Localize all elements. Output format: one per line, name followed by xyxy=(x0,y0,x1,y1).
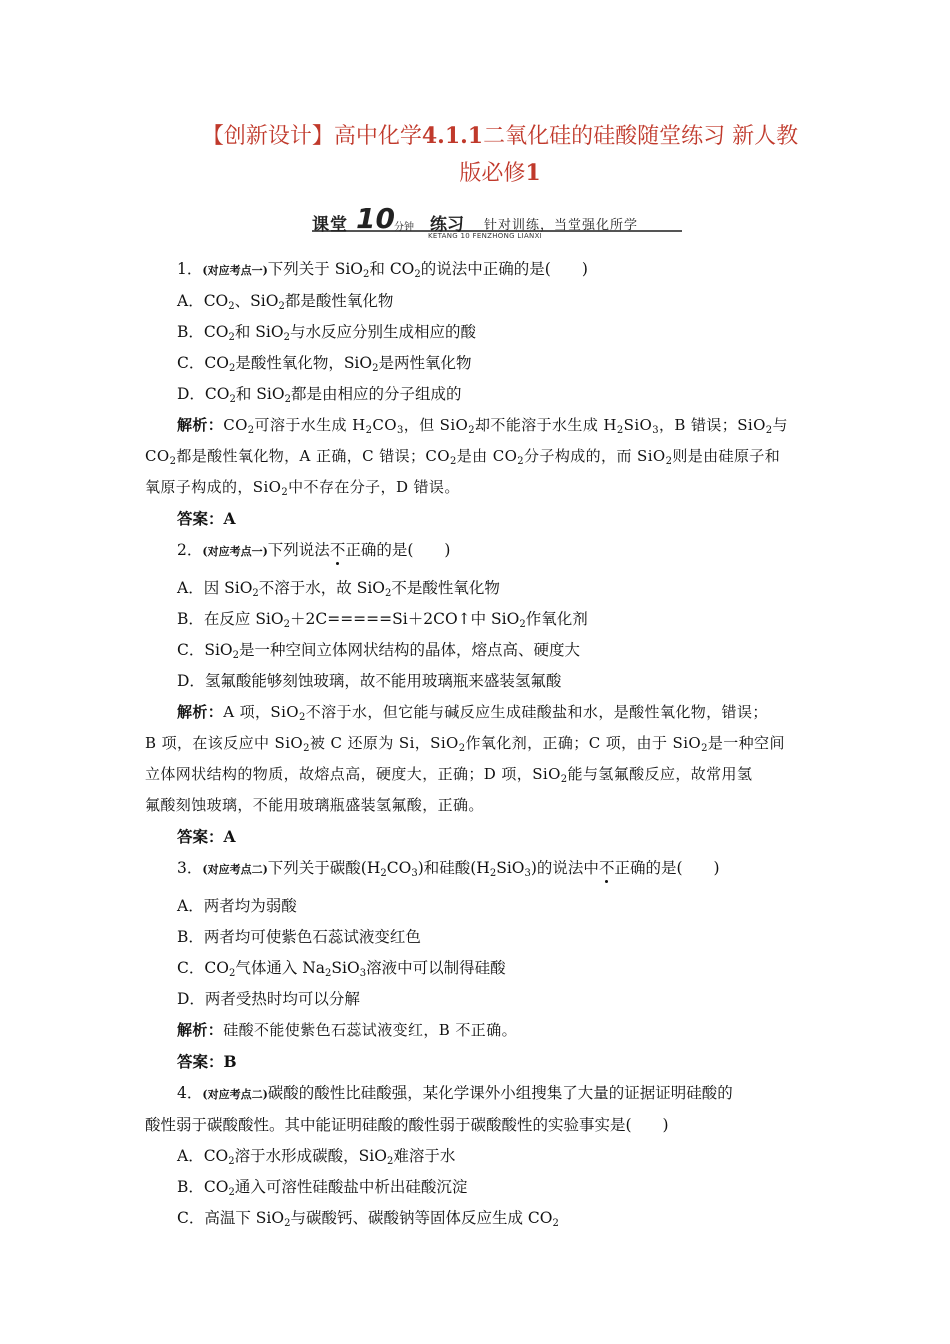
text-fragment: 则是由硅原子和 xyxy=(672,447,781,465)
text-fragment: 碳酸的酸性比硅酸强，某化学课外小组搜集了大量的证据证明硅酸的 xyxy=(267,1084,733,1102)
text-fragment: B．CO xyxy=(177,323,229,341)
text-fragment: )的说法中 xyxy=(530,859,599,877)
subscript-text: 2 xyxy=(228,301,235,312)
subscript-text: 2 xyxy=(552,1218,559,1229)
text-fragment: (对应考点二) xyxy=(202,863,268,876)
text-fragment: 溶液中可以制得硅酸 xyxy=(366,959,506,977)
text-fragment: 答案：A xyxy=(177,509,236,528)
text-fragment: A．CO xyxy=(177,1147,229,1165)
text-fragment: 不是酸性氧化物 xyxy=(391,579,500,597)
banner-ketang: 课堂 xyxy=(312,215,348,235)
question-1-stem xyxy=(145,254,810,286)
text-fragment: 4． xyxy=(177,1084,203,1102)
subscript-text: 2 xyxy=(298,712,306,723)
text-fragment: 解析： xyxy=(177,1021,224,1039)
text-fragment: C．高温下 SiO xyxy=(177,1209,285,1227)
banner-slogan: 针对训练，当堂强化所学 xyxy=(484,218,639,233)
text-fragment: 正确的是( ) xyxy=(614,859,720,877)
text-fragment: 是一种空间立体网状结构的晶体，熔点高、硬度大 xyxy=(239,641,581,659)
subscript-text: 2 xyxy=(414,269,421,280)
text-fragment: 分子构成的，而 SiO xyxy=(524,447,666,465)
question-3-answer xyxy=(145,1046,810,1078)
banner-lianxi: 练习 xyxy=(430,215,464,235)
subscript-text: 2 xyxy=(386,1156,394,1167)
question-1-analysis-line-1 xyxy=(145,410,810,441)
question-2-answer xyxy=(145,821,810,853)
subscript-text: 2 xyxy=(169,456,177,467)
question-1-answer xyxy=(145,503,810,535)
text-fragment: 通入可溶性硅酸盐中析出硅酸沉淀 xyxy=(234,1178,468,1196)
title-line-1 xyxy=(190,118,810,155)
text-fragment: 是酸性氧化物，SiO xyxy=(235,354,373,372)
text-fragment: 都是酸性氧化物，A 正确，C 错误；CO xyxy=(176,447,450,465)
text-fragment: 难溶于水 xyxy=(393,1147,456,1165)
text-fragment: CO xyxy=(386,859,412,877)
text-fragment: CO xyxy=(223,416,248,434)
subscript-text: 2 xyxy=(519,619,526,630)
subscript-text: 2 xyxy=(228,968,236,979)
text-fragment: 解析： xyxy=(177,416,224,434)
text-fragment: 解析： xyxy=(177,703,224,721)
question-1-option-a xyxy=(145,286,810,317)
text-fragment: 答案：B xyxy=(177,1052,237,1071)
text-fragment: ＋2C=====Si＋2CO↑中 SiO xyxy=(289,610,520,628)
subscript-text: 3 xyxy=(652,425,659,436)
question-4-stem-line-1 xyxy=(145,1078,810,1110)
text-fragment: 版必修 xyxy=(459,161,526,186)
subscript-text: 3 xyxy=(411,868,418,879)
text-fragment: 不溶于水，故 SiO xyxy=(258,579,385,597)
text-fragment: (对应考点一) xyxy=(202,264,268,277)
text-fragment: D．CO xyxy=(177,385,230,403)
text-fragment: 作氧化剂，正确；C 项，由于 SiO xyxy=(465,734,702,752)
text-fragment: 与 xyxy=(772,416,788,434)
text-fragment: C．CO xyxy=(177,354,229,372)
text-fragment: SiO xyxy=(496,859,525,877)
question-4-option-b xyxy=(145,1172,810,1203)
text-fragment: B．在反应 SiO xyxy=(177,610,284,628)
text-fragment: 和 CO xyxy=(369,260,415,278)
text-fragment: 溶于水形成碳酸，SiO xyxy=(234,1147,387,1165)
subscript-text: 2 xyxy=(458,743,466,754)
subscript-text: 2 xyxy=(284,394,291,405)
subscript-text: 2 xyxy=(701,743,708,754)
subscript-text: 2 xyxy=(372,363,379,374)
question-3-option-c xyxy=(145,953,810,984)
subscript-text: 2 xyxy=(228,332,235,343)
text-fragment: 正确的是( ) xyxy=(345,541,451,559)
subscript-text: 2 xyxy=(228,1187,235,1198)
question-2-analysis-line-2 xyxy=(145,728,810,759)
subscript-text: 2 xyxy=(283,332,290,343)
text-fragment: C．SiO xyxy=(177,641,233,659)
exercise-content xyxy=(145,254,810,1234)
text-fragment: 下列说法 xyxy=(267,541,330,559)
text-fragment: A．CO xyxy=(177,292,229,310)
text-fragment: SiO xyxy=(331,959,360,977)
text-fragment: 二氧化硅的硅酸随堂练习 新人教 xyxy=(483,124,799,149)
text-fragment: (对应考点二) xyxy=(202,1088,268,1101)
text-fragment: 和 SiO xyxy=(234,323,284,341)
text-fragment: 与碳酸钙、碳酸钠等固体反应生成 CO xyxy=(290,1209,553,1227)
text-fragment: A．因 SiO xyxy=(177,579,253,597)
subscript-text: 2 xyxy=(228,1156,235,1167)
text-fragment: 是由 CO xyxy=(456,447,518,465)
text-fragment: 硅酸不能使紫色石蕊试液变红，B 不正确。 xyxy=(223,1021,517,1039)
question-2-option-a xyxy=(145,573,810,604)
text-fragment: 1 xyxy=(525,160,541,186)
text-fragment: 立体网状结构的物质，故熔点高，硬度大，正确；D 项，SiO xyxy=(145,765,561,783)
subscript-text: 2 xyxy=(232,650,240,661)
question-1-analysis-line-2 xyxy=(145,441,810,472)
emphasis-dot-text: 不 xyxy=(598,859,615,877)
subscript-text: 3 xyxy=(359,968,367,979)
document-title xyxy=(190,118,810,192)
text-fragment: 与水反应分别生成相应的酸 xyxy=(289,323,476,341)
text-fragment: 是两性氧化物 xyxy=(378,354,472,372)
question-3-analysis xyxy=(145,1015,810,1046)
question-4-option-c xyxy=(145,1203,810,1234)
question-3-option-b: B．两者均可使紫色石蕊试液变红色 xyxy=(177,928,421,946)
question-3-option-d: D．两者受热时均可以分解 xyxy=(177,990,360,1008)
subscript-text: 2 xyxy=(228,363,236,374)
text-fragment: 却不能溶于水生成 H xyxy=(475,416,617,434)
text-fragment: 和 SiO xyxy=(235,385,285,403)
subscript-text: 2 xyxy=(449,456,457,467)
question-2-option-c xyxy=(145,635,810,666)
text-fragment: 4.1.1 xyxy=(421,123,484,149)
question-2-option-b xyxy=(145,604,810,635)
question-4-option-a xyxy=(145,1141,810,1172)
text-fragment: 作氧化剂 xyxy=(525,610,588,628)
subscript-text: 2 xyxy=(665,456,673,467)
text-fragment: 能与氢氟酸反应，故常用氢 xyxy=(567,765,753,783)
text-fragment: 都是由相应的分子组成的 xyxy=(290,385,462,403)
text-fragment: 1． xyxy=(177,260,203,278)
text-fragment: 气体通入 Na xyxy=(235,959,326,977)
text-fragment: A 项，SiO xyxy=(223,703,299,721)
text-fragment: 氧原子构成的，SiO xyxy=(145,478,282,496)
text-fragment: ，B 错误；SiO xyxy=(659,416,766,434)
subscript-text: 2 xyxy=(380,868,387,879)
section-banner xyxy=(312,202,682,240)
subscript-text: 2 xyxy=(616,425,624,436)
text-fragment: B．CO xyxy=(177,1178,229,1196)
subscript-text: 2 xyxy=(325,968,332,979)
text-fragment: SiO xyxy=(623,416,653,434)
subscript-text: 2 xyxy=(385,588,392,599)
question-2-option-d: D．氢氟酸能够刻蚀玻璃，故不能用玻璃瓶来盛装氢氟酸 xyxy=(177,672,562,690)
subscript-text: 3 xyxy=(396,425,404,436)
subscript-text: 2 xyxy=(281,487,289,498)
text-fragment: ，但 SiO xyxy=(403,416,469,434)
subscript-text: 2 xyxy=(284,1218,291,1229)
subscript-text: 2 xyxy=(247,425,255,436)
title-line-2 xyxy=(190,155,810,192)
question-3-option-a: A．两者均为弱酸 xyxy=(177,897,297,915)
question-1-analysis-line-3 xyxy=(145,472,810,503)
text-fragment: 都是酸性氧化物 xyxy=(284,292,394,310)
text-fragment: 答案：A xyxy=(177,827,236,846)
text-fragment: 中不存在分子，D 错误。 xyxy=(288,478,460,496)
subscript-text: 2 xyxy=(489,868,497,879)
text-fragment: 是一种空间 xyxy=(707,734,785,752)
question-2-stem xyxy=(145,535,810,567)
text-fragment: 不溶于水，但它能与碱反应生成硅酸盐和水，是酸性氧化物，错误； xyxy=(305,703,768,721)
question-3-stem xyxy=(145,853,810,885)
subscript-text: 2 xyxy=(517,456,525,467)
subscript-text: 2 xyxy=(283,619,290,630)
text-fragment: (对应考点一) xyxy=(202,545,268,558)
question-4-stem-line-2: 酸性弱于碳酸酸性。其中能证明硅酸的酸性弱于碳酸酸性的实验事实是( ) xyxy=(145,1116,669,1134)
subscript-text: 3 xyxy=(524,868,531,879)
text-fragment: 【创新设计】高中化学 xyxy=(201,124,422,149)
banner-fenzhong: 分钟 xyxy=(394,222,414,233)
text-fragment: CO xyxy=(372,416,397,434)
subscript-text: 2 xyxy=(252,588,259,599)
subscript-text: 2 xyxy=(303,743,310,754)
subscript-text: 2 xyxy=(560,774,568,785)
question-1-option-c xyxy=(145,348,810,379)
text-fragment: 下列关于碳酸(H xyxy=(267,859,381,877)
question-2-analysis-line-3 xyxy=(145,759,810,790)
subscript-text: 2 xyxy=(468,425,476,436)
question-2-analysis-line-1 xyxy=(145,697,810,728)
text-fragment: 下列关于 SiO xyxy=(267,260,364,278)
subscript-text: 2 xyxy=(278,301,285,312)
text-fragment: B 项，在该反应中 SiO xyxy=(145,734,304,752)
question-1-option-d xyxy=(145,379,810,410)
question-1-option-b xyxy=(145,317,810,348)
text-fragment: CO xyxy=(145,447,170,465)
banner-ten: 10 xyxy=(356,202,395,235)
subscript-text: 2 xyxy=(229,394,236,405)
text-fragment: 2． xyxy=(177,541,203,559)
subscript-text: 2 xyxy=(363,269,370,280)
text-fragment: 3． xyxy=(177,859,203,877)
text-fragment: 可溶于水生成 H xyxy=(254,416,366,434)
text-fragment: 、SiO xyxy=(234,292,279,310)
text-fragment: 的说法中正确的是( ) xyxy=(420,260,588,278)
emphasis-dot-text: 不 xyxy=(329,541,346,559)
text-fragment: C．CO xyxy=(177,959,229,977)
subscript-text: 2 xyxy=(765,425,773,436)
question-2-analysis-line-4: 氟酸刻蚀玻璃，不能用玻璃瓶盛装氢氟酸，正确。 xyxy=(145,796,484,814)
text-fragment: 被 C 还原为 Si，SiO xyxy=(309,734,459,752)
text-fragment: )和硅酸(H xyxy=(417,859,490,877)
subscript-text: 2 xyxy=(365,425,373,436)
banner-pinyin: KETANG 10 FENZHONG LIANXI xyxy=(428,232,543,240)
